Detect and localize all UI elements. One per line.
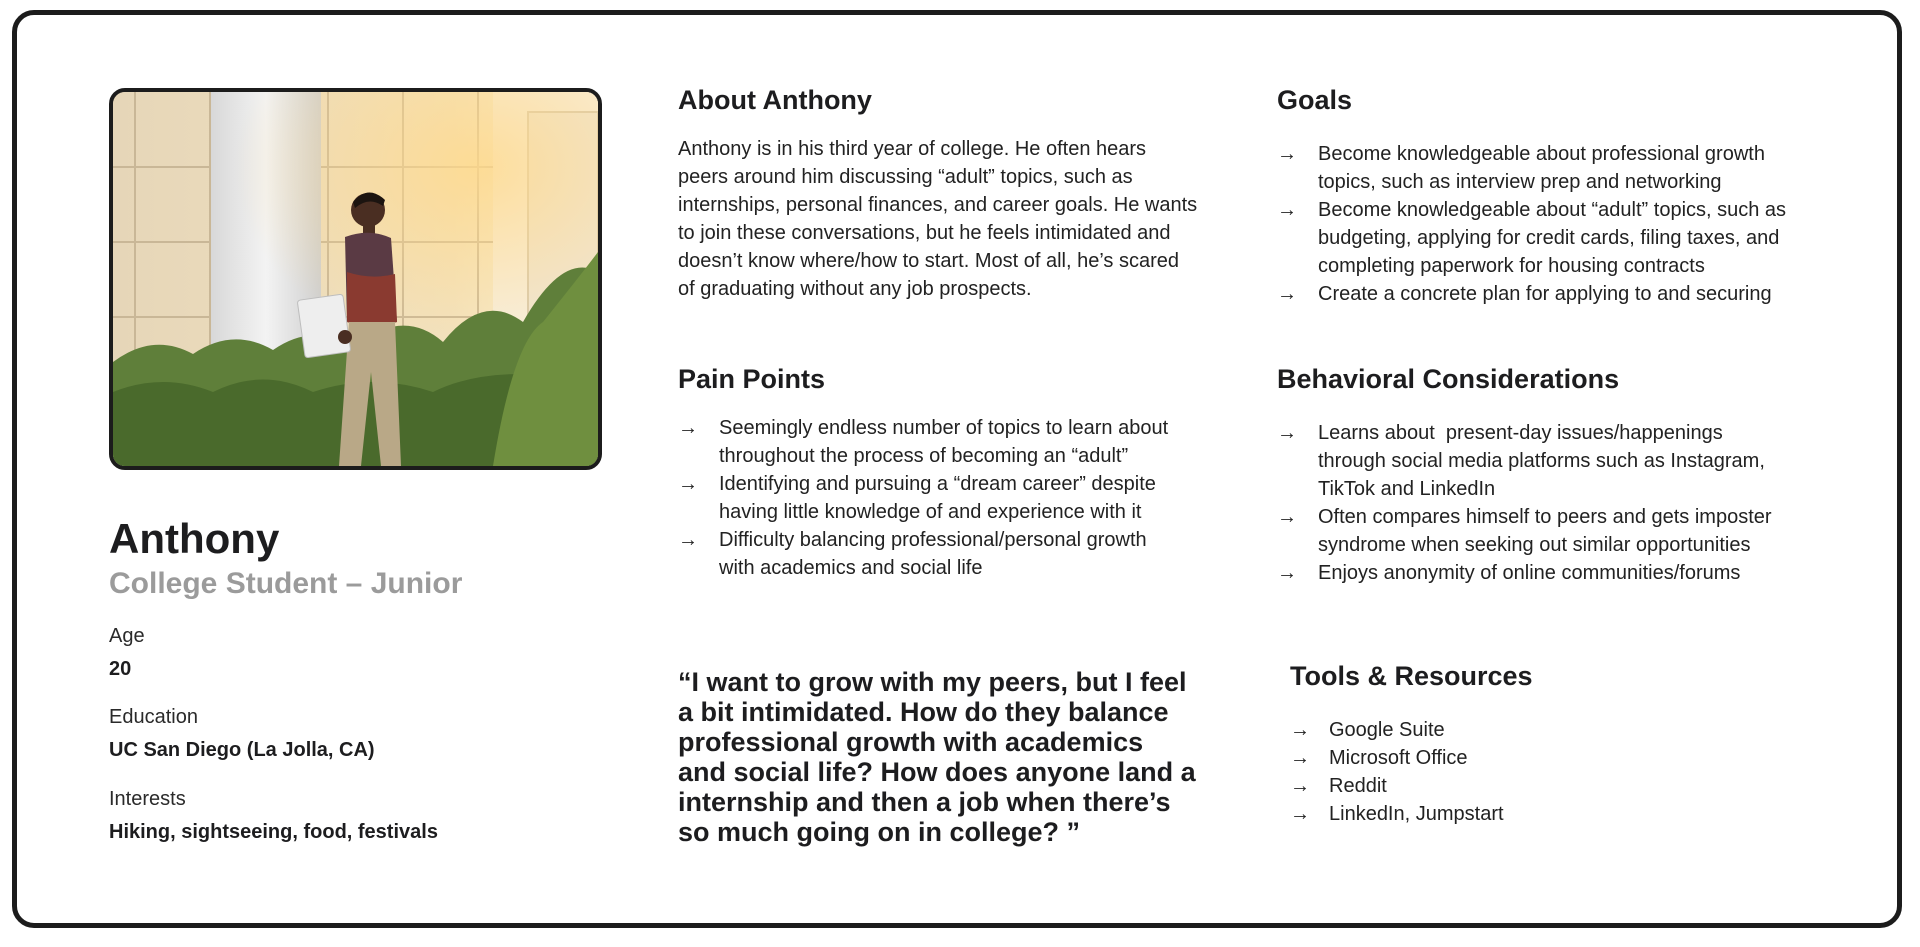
behavioral-line: TikTok and LinkedIn xyxy=(1318,478,1496,500)
tool-item xyxy=(1290,716,1810,744)
quote-line: so much going on in college? ” xyxy=(678,817,1081,847)
quote-line: a bit intimidated. How do they balance xyxy=(678,697,1169,727)
quote-line: internship and then a job when there’s xyxy=(678,787,1171,817)
interests-label: Interests xyxy=(109,788,186,810)
goal-item xyxy=(1277,280,1837,308)
behavioral-item xyxy=(1277,503,1837,559)
interests-value: Hiking, sightseeing, food, festivals xyxy=(109,821,438,843)
pain-point-line: with academics and social life xyxy=(719,557,983,579)
behavioral-line: syndrome when seeking out similar opportunities xyxy=(1318,534,1751,556)
arrow-right-icon: → xyxy=(678,473,698,495)
arrow-right-icon: → xyxy=(1277,562,1297,584)
tool-item xyxy=(1290,800,1810,828)
arrow-right-icon: → xyxy=(1290,803,1310,825)
education-value: UC San Diego (La Jolla, CA) xyxy=(109,739,375,761)
arrow-right-icon: → xyxy=(1277,199,1297,221)
about-line: Anthony is in his third year of college. He often hears xyxy=(678,138,1147,160)
arrow-right-icon: → xyxy=(1290,747,1310,769)
behavioral-item xyxy=(1277,419,1837,503)
pain-point-item xyxy=(678,470,1238,526)
quote-line: professional growth with academics xyxy=(678,727,1144,757)
behavioral-item xyxy=(1277,559,1837,587)
tool-label: LinkedIn, Jumpstart xyxy=(1329,803,1504,825)
arrow-right-icon: → xyxy=(1290,775,1310,797)
about-title: About Anthony xyxy=(678,85,872,115)
about-line: peers around him discussing “adult” topics, such as xyxy=(678,166,1133,188)
arrow-right-icon: → xyxy=(1277,143,1297,165)
education-label: Education xyxy=(109,706,198,728)
tool-item xyxy=(1290,772,1810,800)
arrow-right-icon: → xyxy=(678,417,698,439)
tools-list xyxy=(1290,716,1810,828)
goals-list xyxy=(1277,140,1837,308)
goal-line: budgeting, applying for credit cards, filing taxes, and xyxy=(1318,227,1780,249)
behavioral-line: Enjoys anonymity of online communities/forums xyxy=(1318,562,1741,584)
persona-name: Anthony xyxy=(109,515,280,562)
age-label: Age xyxy=(109,625,145,647)
arrow-right-icon: → xyxy=(678,529,698,551)
about-text xyxy=(678,135,1238,303)
pain-points-list xyxy=(678,414,1238,582)
pain-point-line: having little knowledge of and experience with it xyxy=(719,501,1142,523)
quote-line: “I want to grow with my peers, but I feel xyxy=(678,667,1187,697)
pain-point-line: Difficulty balancing professional/personal growth xyxy=(719,529,1147,551)
about-line: of graduating without any job prospects. xyxy=(678,278,1032,300)
behavioral-title: Behavioral Considerations xyxy=(1277,364,1620,394)
persona-quote xyxy=(678,667,1198,847)
tool-label: Microsoft Office xyxy=(1329,747,1468,769)
goal-line: topics, such as interview prep and networking xyxy=(1318,171,1722,193)
about-line: internships, personal finances, and career goals. He wants xyxy=(678,194,1198,216)
pain-point-line: throughout the process of becoming an “adult” xyxy=(719,445,1129,467)
persona-photo xyxy=(109,88,602,470)
pain-point-line: Identifying and pursuing a “dream career” despite xyxy=(719,473,1156,495)
pain-point-line: Seemingly endless number of topics to learn about xyxy=(719,417,1169,439)
age-value: 20 xyxy=(109,658,132,680)
arrow-right-icon: → xyxy=(1277,506,1297,528)
tool-item xyxy=(1290,744,1810,772)
behavioral-line: Learns about present-day issues/happenings xyxy=(1318,422,1723,444)
goals-title: Goals xyxy=(1277,85,1353,115)
goal-line: completing paperwork for housing contracts xyxy=(1318,255,1705,277)
behavioral-line: Often compares himself to peers and gets imposter xyxy=(1318,506,1772,528)
behavioral-line: through social media platforms such as Instagram, xyxy=(1318,450,1765,472)
quote-line: and social life? How does anyone land a xyxy=(678,757,1196,787)
goal-item xyxy=(1277,196,1837,280)
pain-point-item xyxy=(678,414,1238,470)
persona-role: College Student – Junior xyxy=(109,567,463,600)
arrow-right-icon: → xyxy=(1277,422,1297,444)
arrow-right-icon: → xyxy=(1290,719,1310,741)
persona-photo-image xyxy=(113,92,598,466)
tool-label: Google Suite xyxy=(1329,719,1445,741)
about-line: doesn’t know where/how to start. Most of all, he’s scared xyxy=(678,250,1179,272)
tool-label: Reddit xyxy=(1329,775,1387,797)
pain-points-title: Pain Points xyxy=(678,364,826,394)
pain-point-item xyxy=(678,526,1238,582)
arrow-right-icon: → xyxy=(1277,283,1297,305)
goal-line: Become knowledgeable about professional growth xyxy=(1318,143,1765,165)
behavioral-list xyxy=(1277,419,1837,587)
goal-line: Become knowledgeable about “adult” topics, such as xyxy=(1318,199,1787,221)
tools-title: Tools & Resources xyxy=(1290,661,1533,691)
about-line: to join these conversations, but he feels intimidated and xyxy=(678,222,1171,244)
goal-item xyxy=(1277,140,1837,196)
goal-line: Create a concrete plan for applying to and securing xyxy=(1318,283,1772,305)
